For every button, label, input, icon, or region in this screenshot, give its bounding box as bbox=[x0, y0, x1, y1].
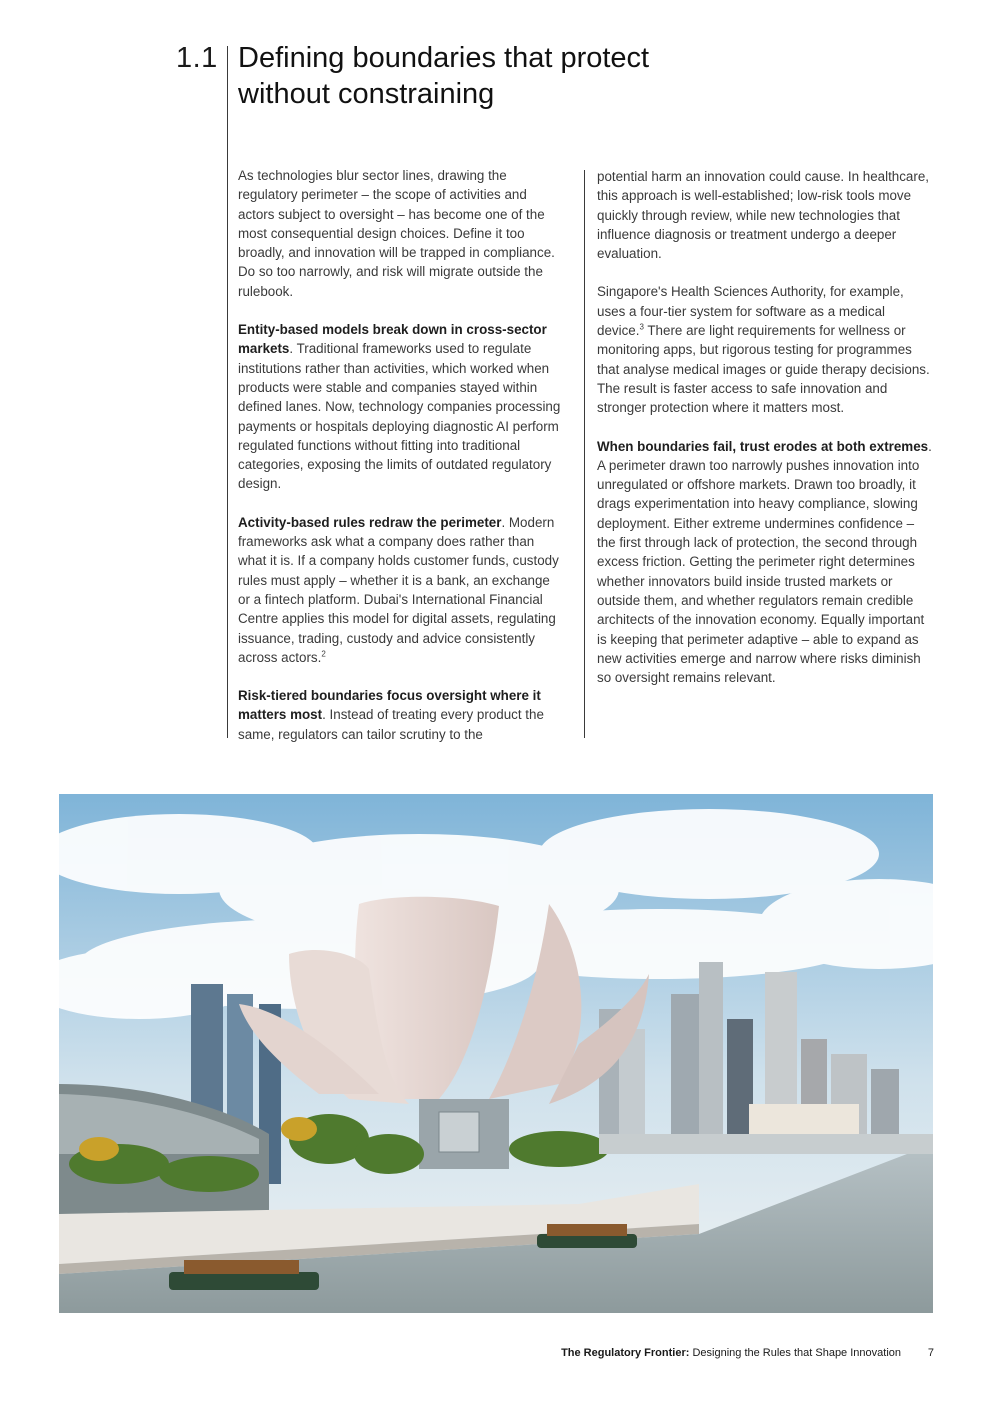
column-divider bbox=[584, 170, 585, 738]
boundaries-body: . A perimeter drawn too narrowly pushes innovation into unregulated or offshore markets. Drawn too broadly, it drags experimentation into heavy compliance, slowing deployment. Either extreme undermines confidence – the first through lack of protection, the second through excess friction. Getting the perimeter right determines whether innovators build inside trusted markets or outside them, and whether regulators remain credible architects of the innovation economy. Equally important is keeping that perimeter adaptive – able to expand as new activities emerge and narrow where risks diminish so oversight remains relevant. bbox=[597, 438, 932, 686]
risk-paragraph bbox=[238, 686, 563, 744]
singapore-after: There are light requirements for wellness or monitoring apps, but rigorous testing for programmes that analyse medical images or guide therapy decisions. The result is faster access to safe innovation and stronger protection where it matters most. bbox=[597, 323, 930, 416]
risk-heading: Risk-tiered boundaries focus oversight where it matters most bbox=[238, 688, 541, 723]
page-number: 7 bbox=[927, 1347, 934, 1359]
title-line-1: Defining boundaries that protect bbox=[238, 42, 650, 74]
boundaries-heading: When boundaries fail, trust erodes at both extremes bbox=[597, 438, 929, 454]
page-title bbox=[238, 40, 758, 112]
singapore-paragraph bbox=[597, 282, 933, 417]
entity-heading: Entity-based models break down in cross-sector markets bbox=[238, 322, 547, 357]
title-line-2: without constraining bbox=[238, 78, 495, 110]
left-text-column bbox=[238, 166, 563, 763]
continuation-paragraph: potential harm an innovation could cause. In healthcare, this approach is well-established; low-risk tools move quickly through review, while new technologies that influence diagnosis or treatment undergo a deeper evaluation. bbox=[597, 169, 930, 262]
footer-report-subtitle: Designing the Rules that Shape Innovation bbox=[689, 1347, 901, 1359]
footer-report-title-bold: The Regulatory Frontier: bbox=[561, 1347, 690, 1359]
risk-body: . Instead of treating every product the same, regulators can tailor scrutiny to the bbox=[238, 707, 544, 742]
activity-heading: Activity-based rules redraw the perimeter bbox=[238, 514, 502, 530]
boundaries-paragraph bbox=[597, 437, 933, 688]
title-divider bbox=[227, 46, 228, 738]
footnote-2[interactable]: 2 bbox=[321, 649, 326, 659]
footer-report-title bbox=[561, 1347, 901, 1359]
entity-paragraph bbox=[238, 320, 563, 494]
singapore-before: Singapore's Health Sciences Authority, for example, uses a four-tier system for software as a medical device. bbox=[597, 284, 904, 339]
activity-paragraph bbox=[238, 513, 563, 667]
entity-body: . Traditional frameworks used to regulate institutions rather than activities, which worked when products were stable and companies stayed within defined lanes. Now, technology companies processing payments or hospitals deploying diagnostic AI perform regulated functions without fitting into traditional categories, exposing the limits of outdated regulatory design. bbox=[238, 341, 561, 492]
activity-body: . Modern frameworks ask what a company does rather than what it is. If a company holds customer funds, custody rules must apply – whether it is a bank, an exchange or a fintech platform. Dubai's International Financial Centre applies this model for digital assets, regulating issuance, trading, custody and advice consistently across actors. bbox=[238, 514, 559, 665]
singapore-skyline-photo bbox=[59, 794, 933, 1313]
footnote-3[interactable]: 3 bbox=[639, 322, 644, 332]
intro-paragraph: As technologies blur sector lines, drawing the regulatory perimeter – the scope of activities and actors subject to oversight – has become one of the most consequential design choices. Define it too broadly, and innovation will be trapped in compliance. Do so too narrowly, and risk will migrate outside the rulebook. bbox=[238, 168, 555, 299]
section-number: 1.1 bbox=[176, 42, 218, 74]
right-text-column bbox=[597, 167, 933, 706]
